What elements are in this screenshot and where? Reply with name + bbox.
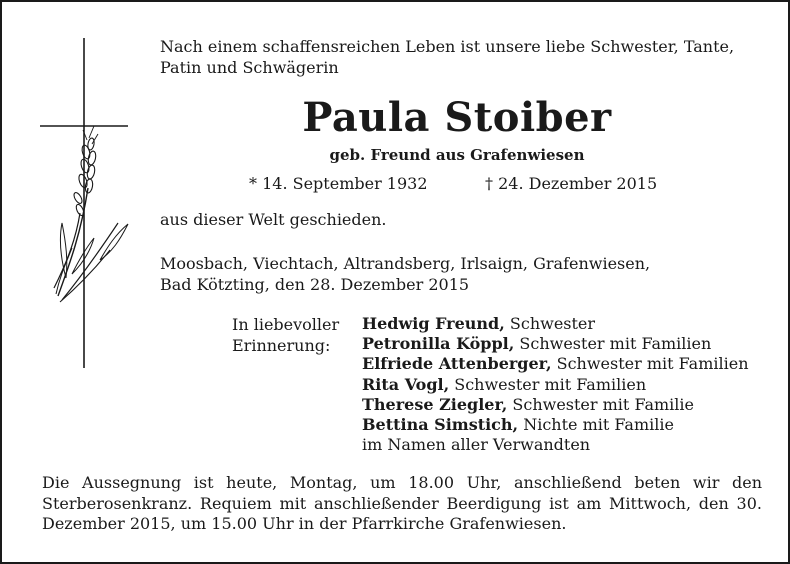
mourner-name: Hedwig Freund, <box>362 314 505 333</box>
mourner-name: Bettina Simstich, <box>362 415 519 435</box>
cross-with-wheat-icon <box>36 38 136 368</box>
place-and-date <box>160 253 650 295</box>
mourner-name: Petronilla Köppl, <box>362 334 515 354</box>
remembrance-label-line: In liebevoller <box>232 315 340 334</box>
funeral-details: Die Aussegnung ist heute, Montag, um 18.00 Uhr, anschließend beten wir den Sterberosenkranz. Requiem mit anschließender Beerdigung ist am Mittwoch, den 30. Dezember 2015, um 15.00 Uhr in der Pfarrkirche Grafenwiesen. <box>42 473 762 533</box>
mourner-relation: im Namen aller Verwandten <box>362 435 591 455</box>
deceased-name-text: Paula Stoiber <box>302 94 612 141</box>
list-item <box>362 395 749 415</box>
list-item <box>362 375 749 395</box>
intro-text <box>160 36 734 78</box>
mourner-relation: Schwester mit Familien <box>514 334 712 354</box>
place-line: Moosbach, Viechtach, Altrandsberg, Irlsaign, Grafenwiesen, <box>160 254 651 273</box>
remembrance-label <box>232 314 339 356</box>
mourners-list <box>362 314 749 455</box>
list-item <box>362 435 749 455</box>
death-date: † 24. Dezember 2015 <box>485 174 658 193</box>
intro-line: Nach einem schaffensreichen Leben ist unsere liebe Schwester, Tante, <box>160 37 735 56</box>
mourner-name: Elfriede Attenberger, <box>362 354 552 374</box>
deceased-name <box>2 94 788 141</box>
list-item <box>362 354 749 374</box>
mourner-relation: Schwester mit Familien <box>449 374 647 394</box>
maiden-name-text: geb. Freund aus Grafenwiesen <box>329 146 585 164</box>
maiden-name-line <box>2 146 788 164</box>
mourner-relation: Schwester mit Familie <box>507 394 694 414</box>
passed-line: aus dieser Welt geschieden. <box>160 210 387 229</box>
mourner-relation: Nichte mit Familie <box>518 415 674 435</box>
mourner-relation: Schwester <box>504 314 596 333</box>
place-line: Bad Kötzting, den 28. Dezember 2015 <box>160 275 470 294</box>
birth-date: * 14. September 1932 <box>249 174 428 193</box>
mourner-name: Therese Ziegler, <box>362 394 508 414</box>
list-item <box>362 314 749 334</box>
mourner-name: Rita Vogl, <box>362 374 450 394</box>
remembrance-label-line: Erinnerung: <box>232 336 331 355</box>
intro-line: Patin und Schwägerin <box>160 58 339 77</box>
mourner-relation: Schwester mit Familien <box>551 354 749 374</box>
list-item <box>362 334 749 354</box>
list-item <box>362 415 749 435</box>
